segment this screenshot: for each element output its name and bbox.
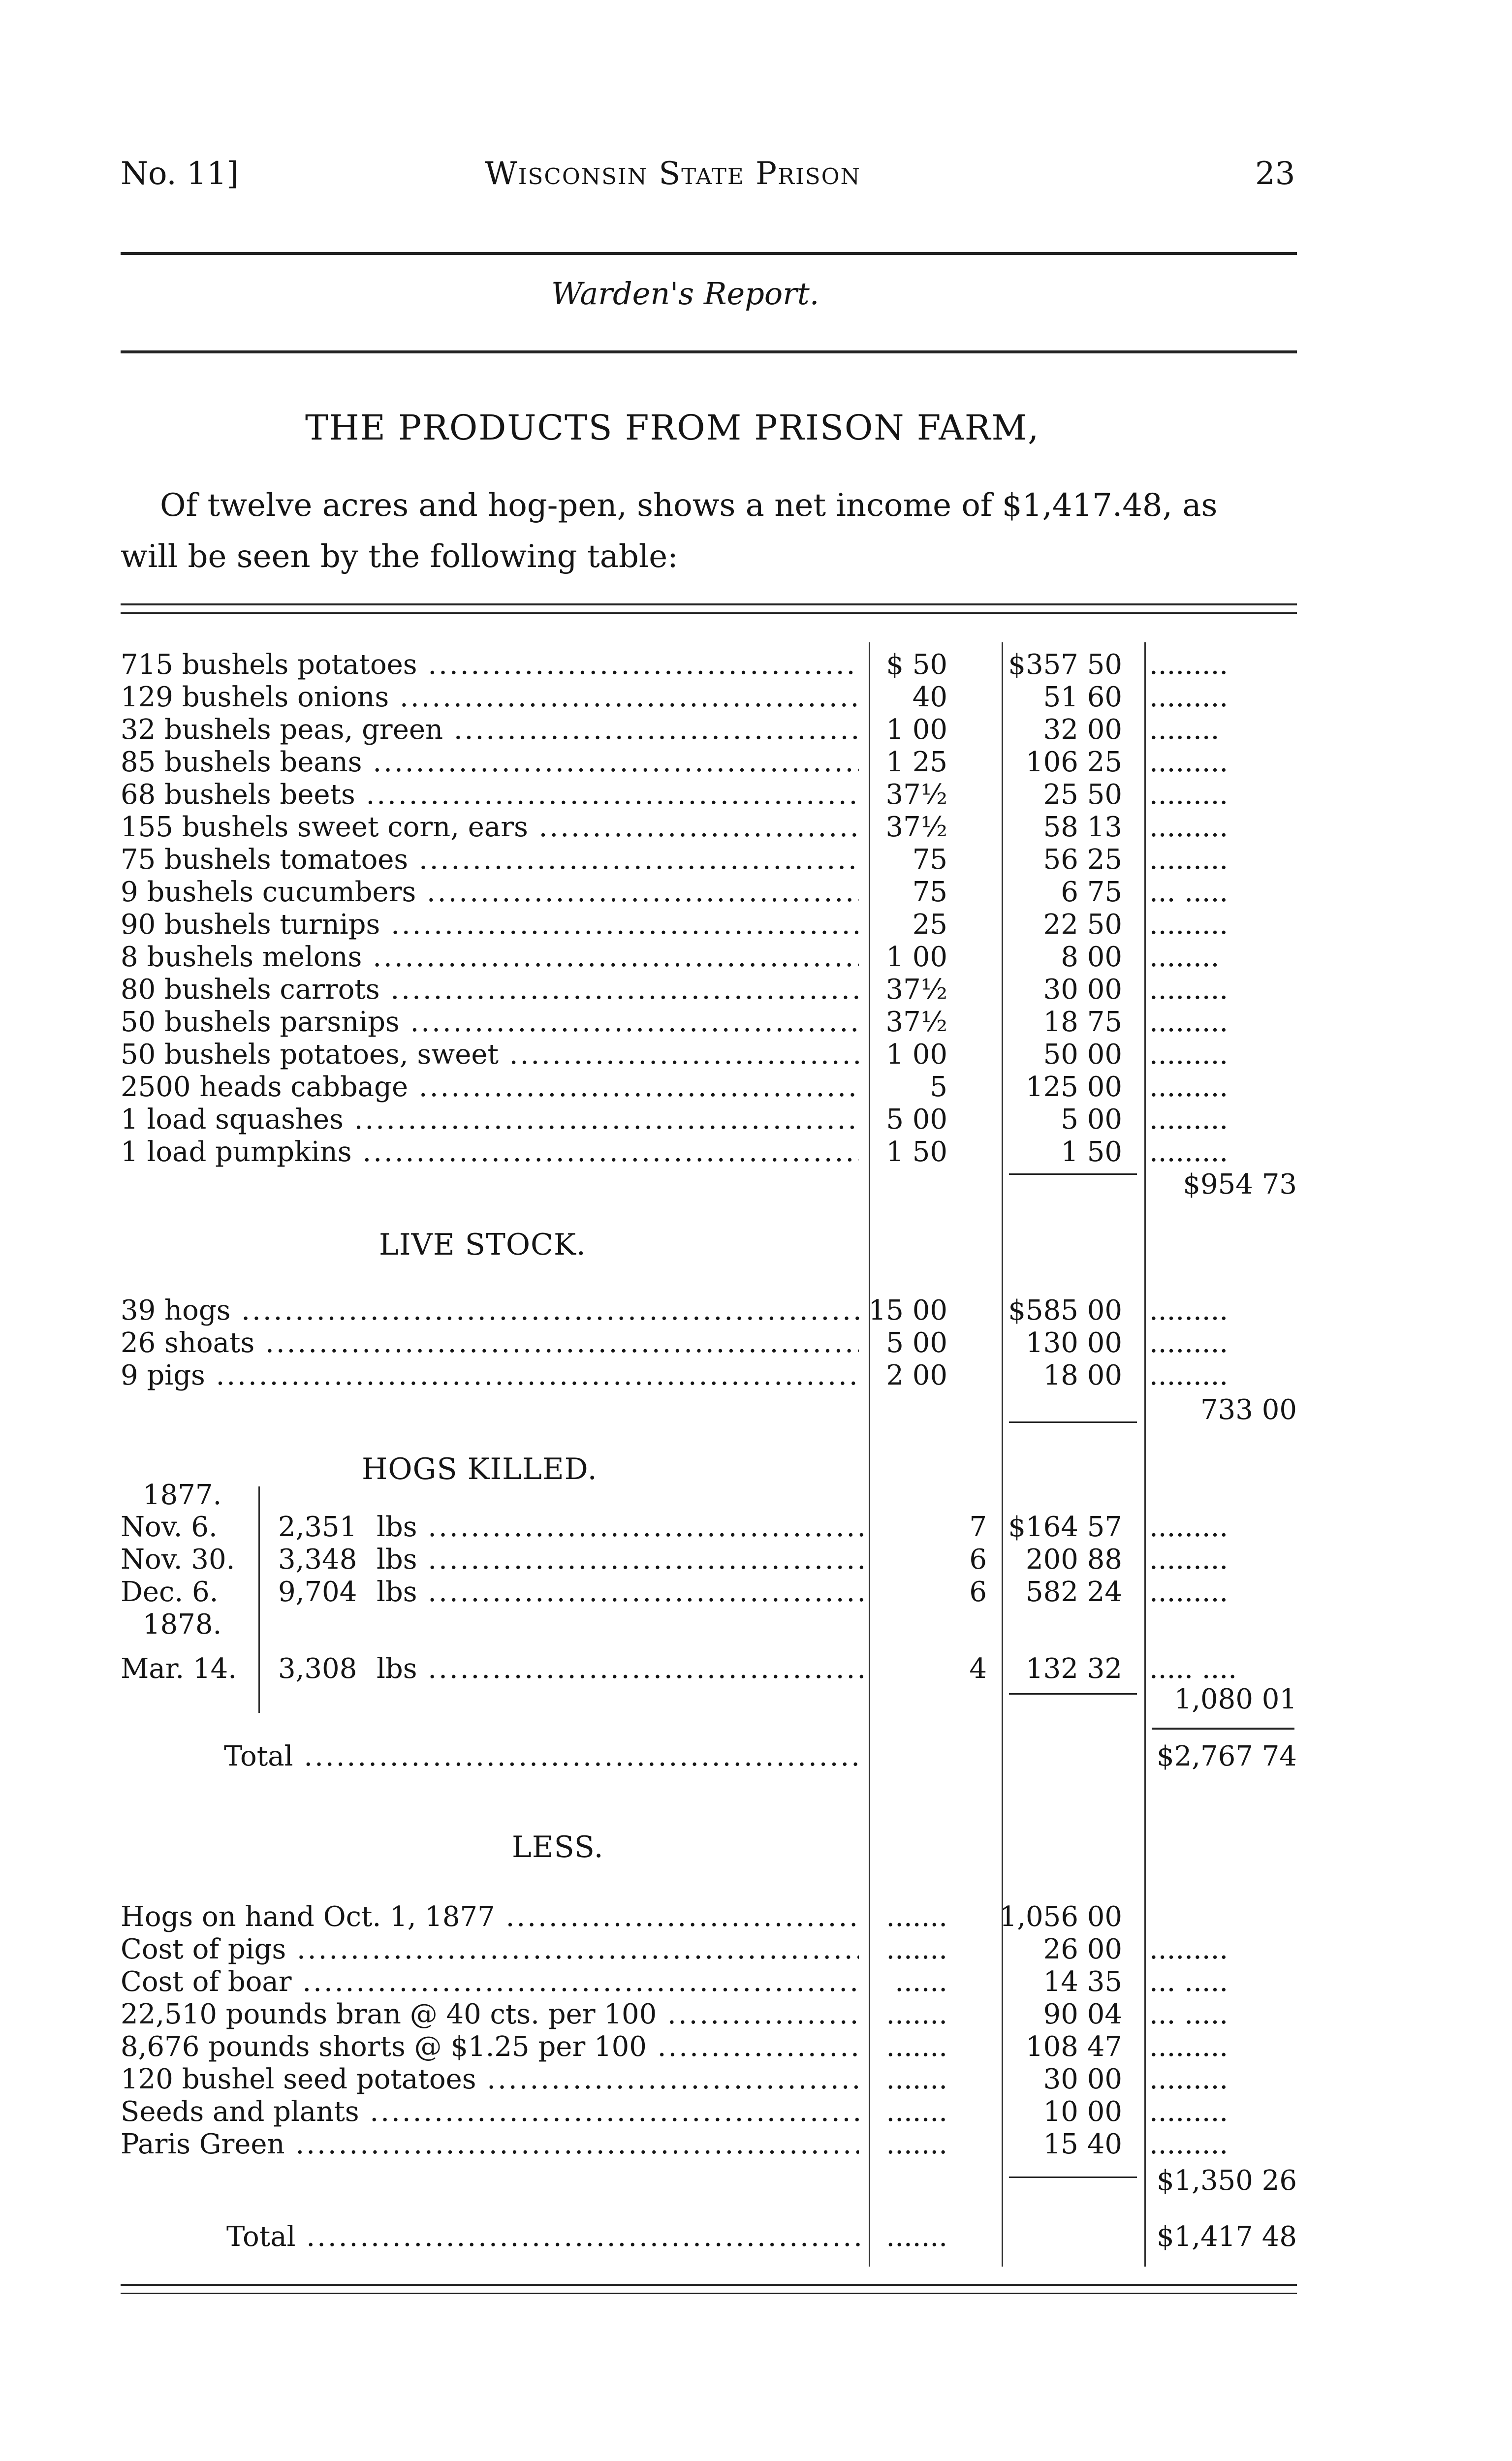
- kill-weight: 2,351: [278, 1511, 357, 1543]
- item-amount: 51 60: [1043, 681, 1122, 713]
- item-amount: 25 50: [1043, 779, 1122, 811]
- net-total-value: $1,417 48: [1156, 2221, 1297, 2253]
- item-description: 68 bushels beets .....: [121, 779, 859, 811]
- table-row: [121, 844, 1297, 876]
- kill-unit: lbs .....: [377, 1653, 869, 1685]
- item-rate: 37½: [885, 974, 947, 1006]
- item-amount: 8 00: [1061, 941, 1122, 973]
- running-header-left: No. 11]: [121, 156, 239, 192]
- item-description: 1 load squashes .....: [121, 1104, 859, 1136]
- item-description: 9 pigs .....: [121, 1359, 859, 1392]
- kill-date: Nov. 6.: [121, 1511, 218, 1543]
- item-amount: 15 40: [1043, 2128, 1122, 2160]
- item-rate: 37½: [885, 811, 947, 843]
- item-amount: 1,056 00: [999, 1901, 1122, 1933]
- table-row: [121, 649, 1297, 681]
- item-rate: 7: [969, 1511, 987, 1543]
- kill-unit: lbs .....: [377, 1544, 869, 1576]
- item-extension: .........: [1149, 746, 1228, 778]
- item-extension: .........: [1149, 2031, 1228, 2063]
- item-amount: 30 00: [1043, 974, 1122, 1006]
- item-description: 26 shoats .....: [121, 1327, 859, 1359]
- table-row: [121, 2096, 1297, 2128]
- table-row: [121, 1653, 1297, 1685]
- year-label: 1877.: [143, 1479, 222, 1511]
- item-rate: ......: [895, 1966, 947, 1998]
- item-description: Cost of pigs .....: [121, 1933, 859, 1966]
- item-extension: .........: [1149, 681, 1228, 713]
- net-total-row: [121, 2221, 1297, 2253]
- item-amount: 30 00: [1043, 2063, 1122, 2095]
- item-extension: .........: [1149, 974, 1228, 1006]
- table-row: [121, 1933, 1297, 1966]
- item-description: 90 bushels turnips .....: [121, 909, 859, 941]
- table-row: [121, 876, 1297, 909]
- livestock-heading: LIVE STOCK.: [379, 1228, 586, 1262]
- item-amount: 26 00: [1043, 1933, 1122, 1965]
- item-rate: $ 50: [886, 649, 947, 681]
- item-extension: ... .....: [1149, 1998, 1228, 2030]
- table-row: [121, 1901, 1297, 1933]
- running-header-title: Wisconsin State Prison: [485, 156, 861, 192]
- item-extension: .........: [1149, 1327, 1228, 1359]
- item-amount: $585 00: [1008, 1294, 1122, 1326]
- hogs-killed-heading: HOGS KILLED.: [362, 1452, 598, 1486]
- item-amount: 132 32: [1026, 1653, 1122, 1685]
- item-extension: .........: [1149, 844, 1228, 876]
- item-rate: 2 00: [886, 1359, 947, 1391]
- gross-total-label: Total .....: [224, 1740, 859, 1773]
- item-amount: 90 04: [1043, 1998, 1122, 2030]
- item-description: 50 bushels parsnips .....: [121, 1006, 859, 1039]
- item-extension: .........: [1149, 1136, 1228, 1168]
- livestock-subtotal: 733 00: [1200, 1394, 1297, 1426]
- item-amount: 1 50: [1061, 1136, 1122, 1168]
- page-title: THE PRODUCTS FROM PRISON FARM,: [305, 408, 1040, 448]
- net-total-rate: .......: [886, 2221, 947, 2253]
- kill-date: Nov. 30.: [121, 1544, 235, 1576]
- item-rate: 5: [930, 1071, 947, 1103]
- year-label: 1878.: [143, 1609, 222, 1641]
- table-row: [121, 1966, 1297, 1998]
- item-amount: 106 25: [1026, 746, 1122, 778]
- item-description: 9 bushels cucumbers .....: [121, 876, 859, 909]
- gross-total-row: [121, 1740, 1297, 1773]
- livestock-subtotal-row: [121, 1394, 1297, 1426]
- item-amount: 58 13: [1043, 811, 1122, 843]
- item-description: 75 bushels tomatoes .....: [121, 844, 859, 876]
- hogs-subtotal: 1,080 01: [1174, 1683, 1297, 1715]
- item-amount: 582 24: [1026, 1576, 1122, 1608]
- table-row: [121, 1544, 1297, 1576]
- item-rate: 5 00: [886, 1327, 947, 1359]
- item-amount: 50 00: [1043, 1039, 1122, 1071]
- table-row: [121, 1136, 1297, 1168]
- less-subtotal-row: [121, 2165, 1297, 2197]
- item-rate: .......: [886, 1901, 947, 1933]
- item-extension: .........: [1149, 909, 1228, 941]
- table-row: [121, 2031, 1297, 2063]
- produce-subtotal-row: [121, 1168, 1297, 1201]
- table-row: [121, 1576, 1297, 1609]
- header-rule-top: [121, 252, 1297, 255]
- item-amount: 125 00: [1026, 1071, 1122, 1103]
- net-total-label: Total .....: [226, 2221, 861, 2253]
- item-amount: 22 50: [1043, 909, 1122, 941]
- table-row: [121, 974, 1297, 1006]
- table-row: [121, 909, 1297, 941]
- item-rate: .......: [886, 1933, 947, 1965]
- item-description: 2500 heads cabbage .....: [121, 1071, 859, 1104]
- table-row: [121, 2128, 1297, 2161]
- kill-date: Mar. 14.: [121, 1653, 237, 1685]
- item-rate: 15 00: [868, 1294, 947, 1326]
- table-rule-bottom-1: [121, 2284, 1297, 2286]
- item-amount: 18 00: [1043, 1359, 1122, 1391]
- item-amount: 18 75: [1043, 1006, 1122, 1038]
- item-amount: 10 00: [1043, 2096, 1122, 2128]
- page-number: 23: [1255, 156, 1295, 192]
- item-extension: ........: [1149, 714, 1220, 746]
- item-rate: 1 25: [886, 746, 947, 778]
- table-row: [121, 1104, 1297, 1136]
- item-description: Paris Green .....: [121, 2128, 859, 2161]
- item-description: 50 bushels potatoes, sweet .....: [121, 1039, 859, 1071]
- item-rate: 6: [969, 1544, 987, 1576]
- item-description: 39 hogs .....: [121, 1294, 859, 1327]
- table-row: [121, 714, 1297, 746]
- table-row: [121, 1006, 1297, 1039]
- item-description: Hogs on hand Oct. 1, 1877 .....: [121, 1901, 859, 1933]
- item-extension: .........: [1149, 1039, 1228, 1071]
- item-extension: .........: [1149, 2096, 1228, 2128]
- item-description: 22,510 pounds bran @ 40 cts. per 100 .....: [121, 1998, 859, 2031]
- item-rate: .......: [886, 1998, 947, 2030]
- table-rule-bottom-2: [121, 2293, 1297, 2294]
- less-heading: LESS.: [512, 1830, 604, 1864]
- item-description: 129 bushels onions .....: [121, 681, 859, 714]
- item-description: 1 load pumpkins .....: [121, 1136, 859, 1168]
- item-extension: ........: [1149, 941, 1220, 973]
- item-rate: 6: [969, 1576, 987, 1608]
- table-row: [121, 1359, 1297, 1392]
- item-extension: .........: [1149, 1933, 1228, 1965]
- table-row: [121, 746, 1297, 779]
- total-rule: [1152, 1728, 1294, 1730]
- hogs-subtotal-row: [121, 1683, 1297, 1716]
- item-rate: 75: [912, 844, 947, 876]
- item-amount: 200 88: [1026, 1544, 1122, 1576]
- item-rate: .......: [886, 2128, 947, 2160]
- item-description: 8 bushels melons .....: [121, 941, 859, 974]
- item-description: 8,676 pounds shorts @ $1.25 per 100 .....: [121, 2031, 859, 2063]
- table-row: [121, 1511, 1297, 1544]
- item-amount: $164 57: [1008, 1511, 1122, 1543]
- item-extension: .........: [1149, 1511, 1228, 1543]
- item-extension: .........: [1149, 1294, 1228, 1326]
- item-description: 120 bushel seed potatoes .....: [121, 2063, 859, 2096]
- item-extension: ... .....: [1149, 876, 1228, 908]
- item-amount: 32 00: [1043, 714, 1122, 746]
- item-extension: .........: [1149, 2063, 1228, 2095]
- table-row: [121, 1039, 1297, 1071]
- item-extension: .........: [1149, 811, 1228, 843]
- kill-weight: 3,348: [278, 1544, 357, 1576]
- kill-unit: lbs .....: [377, 1511, 869, 1544]
- item-amount: 14 35: [1043, 1966, 1122, 1998]
- kill-weight: 3,308: [278, 1653, 357, 1685]
- item-rate: 1 00: [886, 714, 947, 746]
- item-rate: 75: [912, 876, 947, 908]
- item-extension: .........: [1149, 1071, 1228, 1103]
- table-row: [121, 779, 1297, 811]
- item-rate: 1 00: [886, 1039, 947, 1071]
- gross-total-value: $2,767 74: [1156, 1740, 1297, 1772]
- item-extension: .........: [1149, 2128, 1228, 2160]
- less-subtotal: $1,350 26: [1156, 2165, 1297, 2197]
- item-extension: .........: [1149, 1576, 1228, 1608]
- item-extension: .........: [1149, 1006, 1228, 1038]
- item-rate: 37½: [885, 1006, 947, 1038]
- kill-weight: 9,704: [278, 1576, 357, 1608]
- item-extension: .........: [1149, 779, 1228, 811]
- item-rate: 4: [969, 1653, 987, 1685]
- intro-line-2: will be seen by the following table:: [121, 538, 678, 575]
- table-row: [121, 1294, 1297, 1327]
- table-row: [121, 1327, 1297, 1359]
- item-extension: ..... ....: [1149, 1653, 1237, 1685]
- header-rule-bottom: [121, 350, 1297, 353]
- item-rate: .......: [886, 2063, 947, 2095]
- item-extension: .........: [1149, 1359, 1228, 1391]
- item-description: 155 bushels sweet corn, ears .....: [121, 811, 859, 844]
- item-description: 85 bushels beans .....: [121, 746, 859, 779]
- table-row: [121, 811, 1297, 844]
- item-rate: 40: [912, 681, 947, 713]
- item-amount: 130 00: [1026, 1327, 1122, 1359]
- kill-date: Dec. 6.: [121, 1576, 219, 1608]
- intro-line-1: Of twelve acres and hog-pen, shows a net income of $1,417.48, as: [160, 487, 1218, 524]
- item-description: 32 bushels peas, green .....: [121, 714, 859, 746]
- produce-subtotal: $954 73: [1183, 1168, 1297, 1200]
- table-rule-top-2: [121, 612, 1297, 614]
- item-amount: 6 75: [1061, 876, 1122, 908]
- item-amount: 108 47: [1026, 2031, 1122, 2063]
- item-rate: 25: [912, 909, 947, 941]
- table-row: [121, 681, 1297, 714]
- item-rate: 1 00: [886, 941, 947, 973]
- report-subheader: Warden's Report.: [551, 276, 819, 312]
- item-rate: 1 50: [886, 1136, 947, 1168]
- item-amount: 5 00: [1061, 1104, 1122, 1136]
- item-rate: 5 00: [886, 1104, 947, 1136]
- item-extension: .........: [1149, 649, 1228, 681]
- item-amount: 56 25: [1043, 844, 1122, 876]
- table-row: [121, 1071, 1297, 1104]
- item-amount: $357 50: [1008, 649, 1122, 681]
- table-rule-top-1: [121, 603, 1297, 605]
- kill-unit: lbs .....: [377, 1576, 869, 1609]
- item-description: 715 bushels potatoes .....: [121, 649, 859, 681]
- table-row: [121, 941, 1297, 974]
- item-description: 80 bushels carrots .....: [121, 974, 859, 1006]
- item-extension: ... .....: [1149, 1966, 1228, 1998]
- item-rate: .......: [886, 2096, 947, 2128]
- item-rate: .......: [886, 2031, 947, 2063]
- item-description: Seeds and plants .....: [121, 2096, 859, 2128]
- item-extension: .........: [1149, 1544, 1228, 1576]
- item-description: Cost of boar .....: [121, 1966, 859, 1998]
- item-extension: .........: [1149, 1104, 1228, 1136]
- table-row: [121, 2063, 1297, 2096]
- table-row: [121, 1998, 1297, 2031]
- item-rate: 37½: [885, 779, 947, 811]
